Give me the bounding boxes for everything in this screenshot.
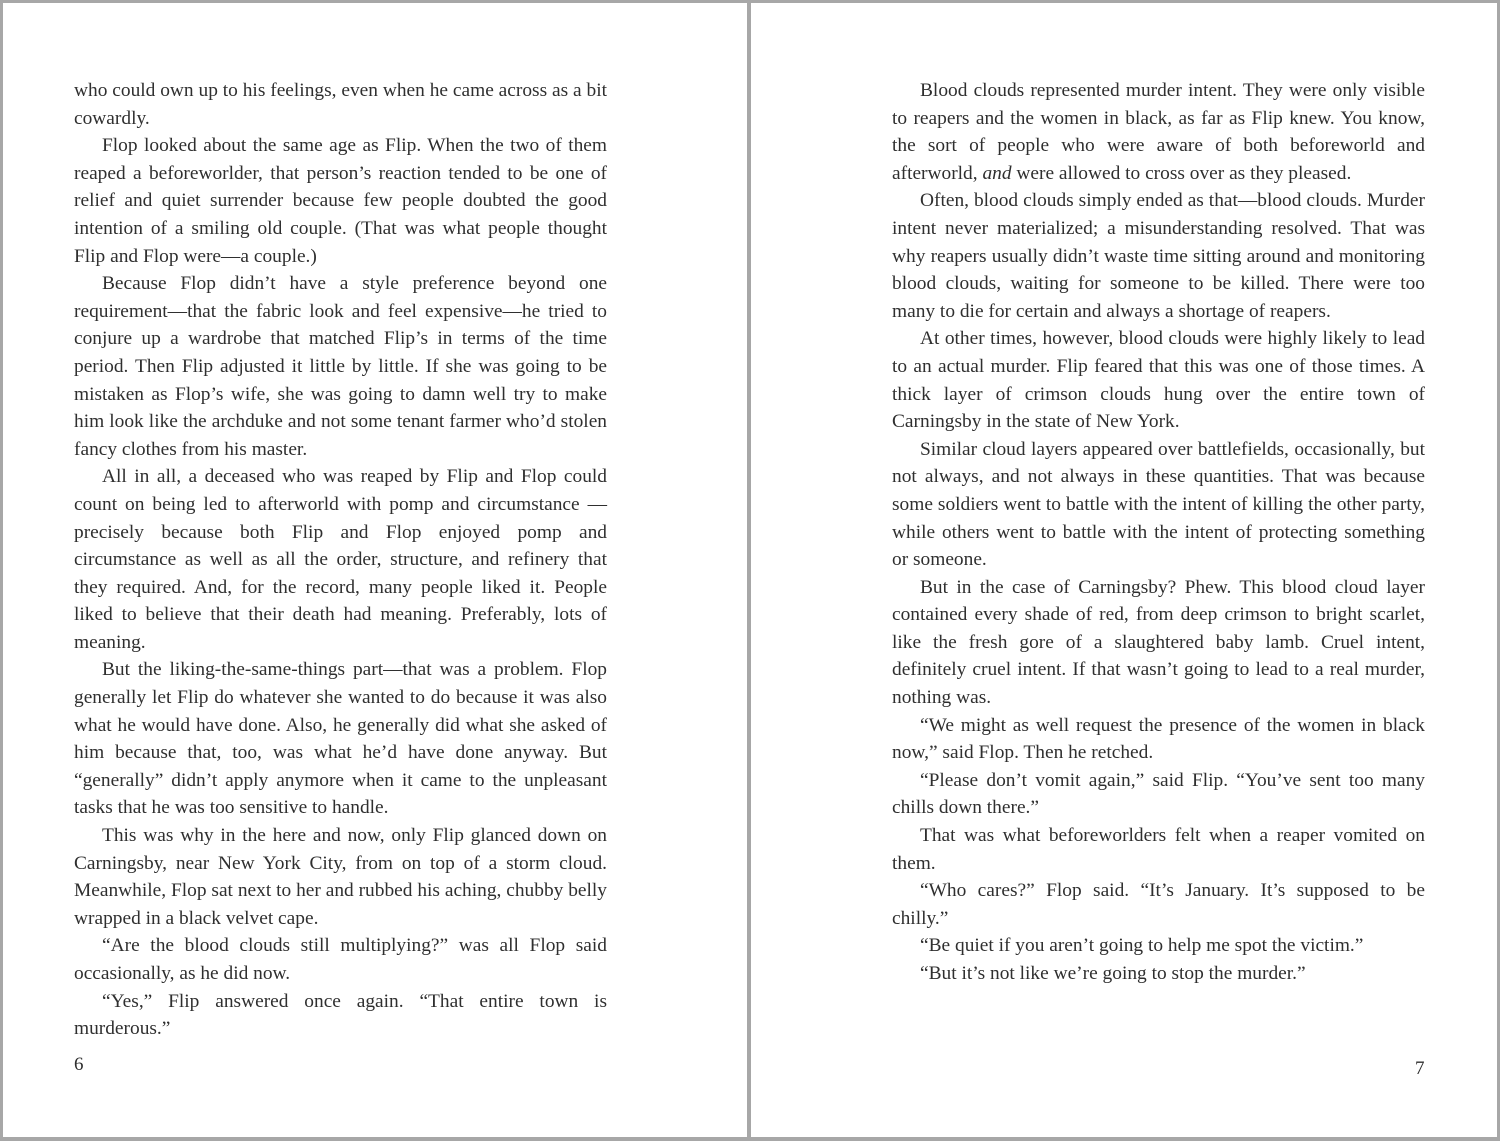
paragraph: This was why in the here and now, only Flip glanced down on Carningsby, near New York City, from on top of a storm cloud. Meanwhile, Flop sat next to her and rubbed his aching, chubby belly wrapped in a black velvet cape.: [74, 825, 607, 929]
page-number-right: 7: [1415, 1058, 1425, 1079]
paragraph: But the liking-the-same-things part—that was a problem. Flop generally let Flip do whatever she wanted to do because it was also what he would have done. Also, he generally did what she asked of him because that, too, was what he’d have done anyway. But “generally” didn’t apply anymore when it came to the unpleasant tasks that he was too sensitive to handle.: [74, 659, 607, 819]
paragraph: “We might as well request the presence of the women in black now,” said Flop. Then he retched.: [892, 714, 1425, 764]
left-page: [3, 3, 747, 1137]
paragraph: At other times, however, blood clouds were highly likely to lead to an actual murder. Flip feared that this was one of those times. A thick layer of crimson clouds hung over the entire town of Carningsby in the state of New York.: [892, 328, 1425, 433]
paragraph: Often, blood clouds simply ended as that—blood clouds. Murder intent never materialized; a misunderstanding resolved. That was why reapers usually didn’t waste time sitting around and monitoring blood clouds, waiting for someone to be killed. There were too many to die for certain and always a shortage of reapers.: [892, 190, 1425, 322]
paragraph: But in the case of Carningsby? Phew. This blood cloud layer contained every shade of red, from deep crimson to bright scarlet, like the fresh gore of a slaughtered baby lamb. Cruel intent, definitely cruel intent. If that wasn’t going to lead to a real murder, nothing was.: [892, 576, 1425, 709]
paragraph: Similar cloud layers appeared over battlefields, occasionally, but not always, and not always in these quantities. That was because some soldiers went to battle with the intent of killing the other party, while others went to battle with the intent of protecting something or someone.: [892, 438, 1425, 571]
paragraph: who could own up to his feelings, even when he came across as a bit cowardly.: [74, 80, 607, 129]
paragraph: “Are the blood clouds still multiplying?” was all Flop said occasionally, as he did now.: [74, 935, 607, 984]
page-number-left: 6: [74, 1054, 84, 1075]
paragraph: “Yes,” Flip answered once again. “That entire town is murderous.”: [74, 990, 607, 1040]
paragraph-text: Blood clouds represented murder intent. They were only visible to reapers and the women in black, as far as Flip knew. You know, the sort of people who were aware of both beforeworld and afterworld,: [892, 80, 1425, 184]
paragraph: All in all, a deceased who was reaped by Flip and Flop could count on being led to afterworld with pomp and circumstance —precisely because both Flip and Flop enjoyed pomp and circumstance as well as all the order, structure, and refinery that they required. And, for the record, many people liked it. People liked to believe that their death had meaning. Preferably, lots of meaning.: [74, 466, 607, 653]
paragraph: “Be quiet if you aren’t going to help me spot the victim.”: [920, 935, 1364, 957]
italic-word: and: [982, 162, 1012, 184]
paragraph-text: were allowed to cross over as they pleased.: [1011, 162, 1352, 184]
paragraph: “Who cares?” Flop said. “It’s January. It’s supposed to be chilly.”: [892, 880, 1425, 929]
right-page-text: [892, 77, 1425, 988]
paragraph: [892, 77, 1425, 187]
paragraph: That was what beforeworlders felt when a reaper vomited on them.: [892, 825, 1425, 874]
paragraph: Because Flop didn’t have a style preference beyond one requirement—that the fabric look and feel expensive—he tried to conjure up a wardrobe that matched Flip’s in terms of the time period. Then Flip adjusted it little by little. If she was going to be mistaken as Flop’s wife, she was going to damn well try to make him look like the archduke and not some tenant farmer who’d stolen fancy clothes from his master.: [74, 273, 607, 460]
right-page: [751, 3, 1497, 1137]
paragraph: “But it’s not like we’re going to stop the murder.”: [920, 963, 1306, 984]
paragraph: Flop looked about the same age as Flip. When the two of them reaped a beforeworlder, that person’s reaction tended to be one of relief and quiet surrender because few people doubted the good intention of a smiling old couple. (That was what people thought Flip and Flop were—a couple.): [74, 135, 607, 267]
left-page-text: [74, 77, 607, 1043]
paragraph: “Please don’t vomit again,” said Flip. “You’ve sent too many chills down there.”: [892, 769, 1425, 819]
